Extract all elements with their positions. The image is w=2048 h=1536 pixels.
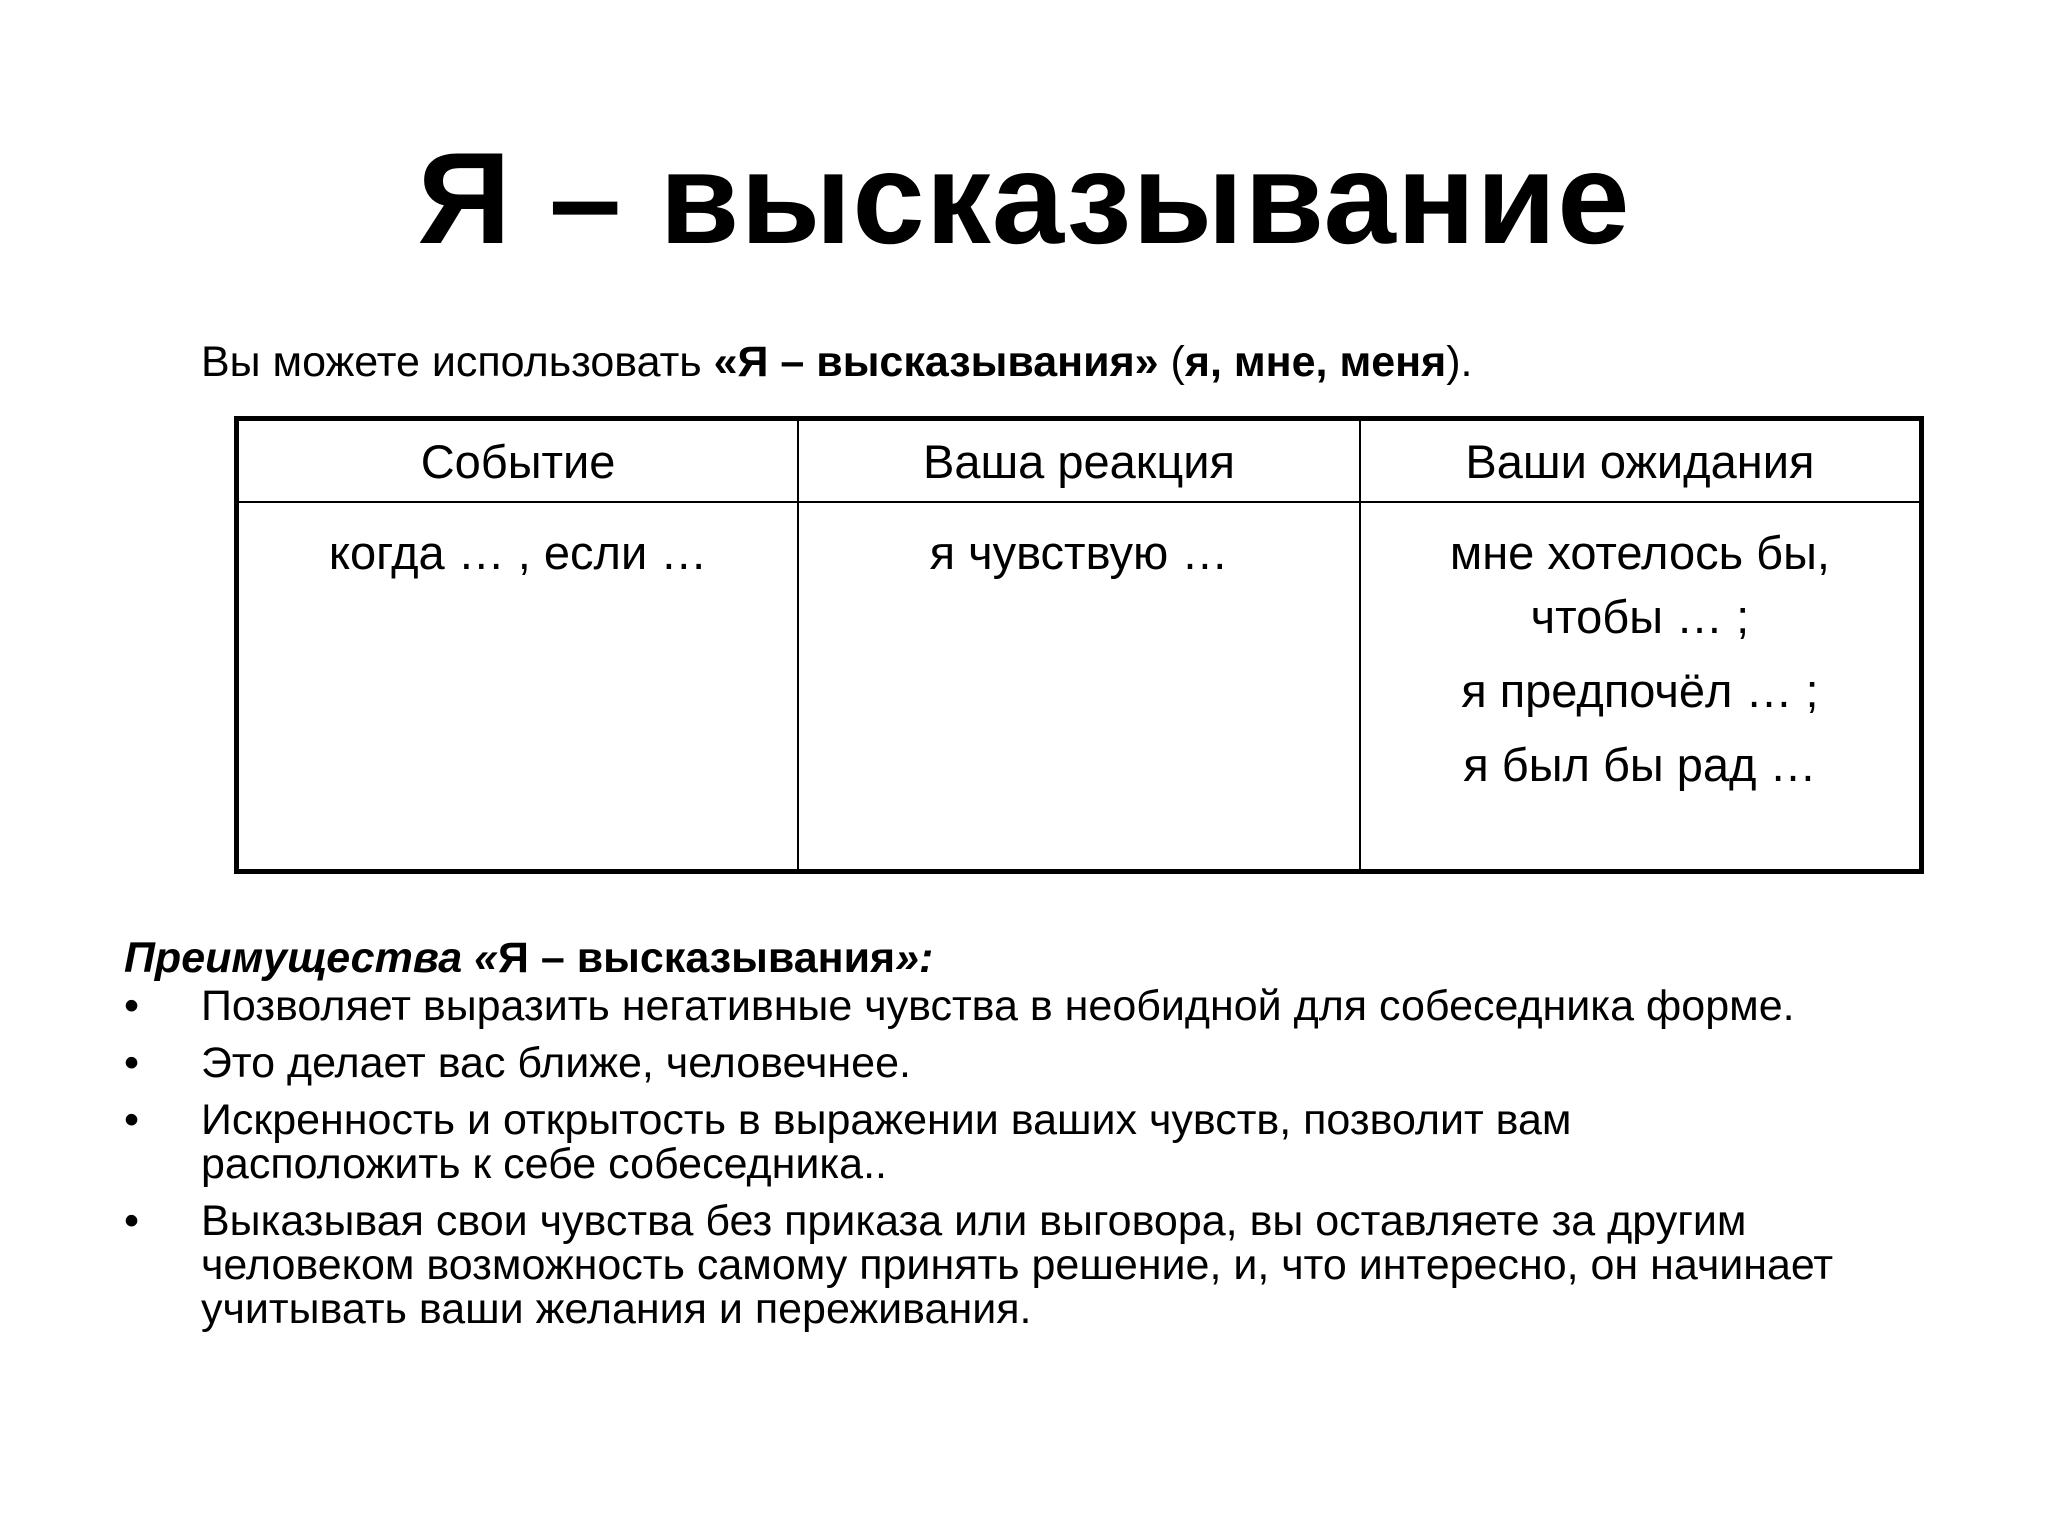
- list-item: [124, 984, 1984, 1028]
- intro-paren-close: ).: [1446, 338, 1473, 386]
- benefits-heading-part: Преимущества «: [124, 934, 499, 982]
- list-item-text: Выказывая свои чувства без приказа или выговора, вы оставляете за другим человеком возможность самому принять решение, и, что интересно, он начинает учитывать ваши желания и переживания.: [201, 1197, 1834, 1333]
- cell-event: [237, 502, 799, 872]
- benefits-heading: [124, 930, 933, 986]
- benefits-heading-part: »:: [895, 934, 934, 982]
- cell-text: когда … , если …: [328, 526, 708, 579]
- bullet: •: [124, 982, 140, 1030]
- bullet: •: [124, 1197, 140, 1245]
- list-item-text: Это делает вас ближе, человечнее.: [201, 1039, 911, 1087]
- intro-pronouns: я, мне, меня: [1184, 338, 1447, 386]
- table-row: [237, 502, 1922, 872]
- table-header-row: [237, 419, 1922, 503]
- cell-reaction: [798, 502, 1360, 872]
- header-expectations: Ваши ожидания: [1360, 419, 1922, 503]
- intro-term: «Я – высказывания»: [713, 338, 1159, 386]
- header-event: Событие: [237, 419, 799, 503]
- header-reaction: Ваша реакция: [798, 419, 1360, 503]
- cell-text: я чувствую …: [929, 526, 1229, 579]
- list-item: [124, 1041, 1984, 1085]
- i-statement-table: [234, 416, 1924, 874]
- intro-prefix: Вы можете использовать: [201, 338, 714, 386]
- cell-text: я был бы рад …: [1463, 738, 1817, 791]
- page-title: Я – высказывание: [417, 125, 1631, 271]
- bullet: •: [124, 1039, 140, 1087]
- benefits-heading-term: Я – высказывания: [498, 934, 896, 982]
- cell-text: я предпочёл … ;: [1461, 664, 1819, 717]
- list-item-text: Искренность и открытость в выражении ваших чувств, позволит вам расположить к себе собеседника..: [201, 1096, 1572, 1188]
- cell-expectations: [1360, 502, 1922, 872]
- bullet: •: [124, 1096, 140, 1144]
- list-item-text: Позволяет выразить негативные чувства в необидной для собеседника форме.: [201, 982, 1795, 1030]
- list-item: [124, 1098, 1984, 1186]
- cell-text: мне хотелось бы, чтобы … ;: [1449, 526, 1830, 643]
- benefits-list: [124, 984, 1984, 1344]
- list-item: [124, 1199, 1984, 1331]
- intro-paren-open: (: [1158, 338, 1185, 386]
- intro-text: [201, 334, 1473, 390]
